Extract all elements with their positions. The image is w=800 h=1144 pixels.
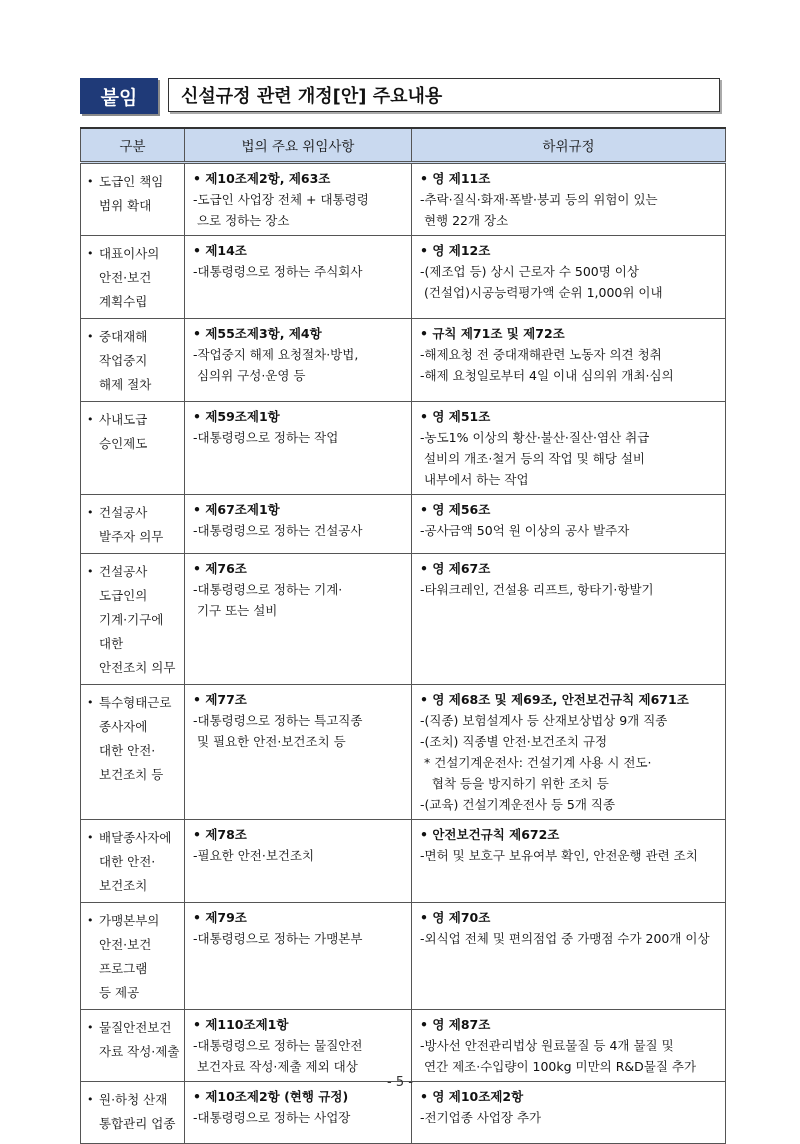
category-line: 중대재해 [99,329,148,344]
category-line: 기계·기구에 [99,612,164,627]
category-line: 원·하청 산재 [99,1092,168,1107]
law-cell-heading: • 제67조제1항 [193,502,280,517]
table-row [81,319,726,402]
table-row [81,685,726,820]
law-cell-heading: • 제10조제2항, 제63조 [193,171,331,186]
category-cell [81,402,185,495]
category-cell [81,495,185,554]
category-cell [81,820,185,903]
page-title: 신설규정 관련 개정[안] 주요내용 [168,78,720,112]
subordinate-cell-line: -타워크레인, 건설용 리프트, 항타기·항발기 [420,582,654,597]
subordinate-cell-line: -농도1% 이상의 황산·불산·질산·염산 취급 [420,430,650,445]
subordinate-cell-heading: • 안전보건규칙 제672조 [420,827,560,842]
category-line: 자료 작성·제출 [99,1044,180,1059]
regulation-table [80,127,726,1144]
category-line: 대한 안전· [99,743,156,758]
subordinate-cell-line: -추락·질식·화재·폭발·붕괴 등의 위험이 있는 [420,192,658,207]
subordinate-cell-line: 설비의 개조·철거 등의 작업 및 해당 설비 [420,451,645,466]
law-cell-heading: • 제78조 [193,827,247,842]
category-cell [81,236,185,319]
subordinate-cell-heading: • 영 제56조 [420,502,491,517]
subordinate-cell [412,903,726,1010]
subordinate-cell [412,402,726,495]
subordinate-cell-heading: • 영 제10조제2항 [420,1089,524,1104]
law-cell [185,236,412,319]
law-cell-line: -필요한 안전·보건조치 [193,848,315,863]
law-cell-line: -대통령령으로 정하는 작업 [193,430,339,445]
subordinate-cell [412,1010,726,1082]
subordinate-cell-line: 협착 등을 방지하기 위한 조치 등 [420,776,609,791]
category-line: 대표이사의 [99,246,160,261]
subordinate-cell [412,236,726,319]
subordinate-cell [412,495,726,554]
subordinate-cell-line: -(직종) 보험설계사 등 산재보상법상 9개 직종 [420,713,668,728]
column-header-subordinate: 하위규정 [412,128,726,163]
category-cell [81,1010,185,1082]
table-row [81,554,726,685]
subordinate-cell [412,685,726,820]
law-cell [185,903,412,1010]
category-line: 통합관리 업종 [99,1116,176,1131]
category-line: 가맹본부의 [99,913,160,928]
subordinate-cell-line: -전기업종 사업장 추가 [420,1110,542,1125]
category-line: 건설공사 [99,505,148,520]
law-cell-line: 기구 또는 설비 [193,603,278,618]
subordinate-cell-heading: • 영 제70조 [420,910,491,925]
category-line: 안전조치 의무 [99,660,176,675]
law-cell [185,402,412,495]
bullet-icon: • [87,330,94,343]
law-cell-heading: • 제79조 [193,910,247,925]
law-cell-line: -대통령령으로 정하는 사업장 [193,1110,351,1125]
subordinate-cell-heading: • 영 제67조 [420,561,491,576]
subordinate-cell-line: (건설업)시공능력평가액 순위 1,000위 이내 [420,285,663,300]
law-cell-heading: • 제77조 [193,692,247,707]
law-cell-heading: • 제55조제3항, 제4항 [193,326,322,341]
law-cell [185,163,412,236]
bullet-icon: • [87,247,94,260]
law-cell-line: -대통령령으로 정하는 물질안전 [193,1038,363,1053]
law-cell-heading: • 제76조 [193,561,247,576]
law-cell [185,1010,412,1082]
category-line: 도급인 책임 [99,174,164,189]
bullet-icon: • [87,696,94,709]
bullet-icon: • [87,831,94,844]
category-line: 특수형태근로 [99,695,172,710]
category-cell [81,554,185,685]
law-cell [185,820,412,903]
law-cell-line: -대통령령으로 정하는 기계· [193,582,343,597]
subordinate-cell-heading: • 영 제68조 및 제69조, 안전보건규칙 제671조 [420,692,689,707]
bullet-icon: • [87,175,94,188]
category-line: 해제 절차 [99,377,152,392]
category-cell [81,319,185,402]
law-cell-line: 심의위 구성·운영 등 [193,368,306,383]
law-cell-line: -대통령령으로 정하는 주식회사 [193,264,363,279]
table-header-row [81,128,726,163]
category-cell [81,903,185,1010]
law-cell-line: -대통령령으로 정하는 특고직종 [193,713,363,728]
category-line: 대한 안전· [99,854,156,869]
category-line: 작업중지 [99,353,148,368]
category-cell [81,685,185,820]
bullet-icon: • [87,1093,94,1106]
category-line: 물질안전보건 [99,1020,172,1035]
subordinate-cell-heading: • 영 제11조 [420,171,491,186]
law-cell-line: 및 필요한 안전·보건조치 등 [193,734,346,749]
category-cell [81,163,185,236]
law-cell-line: 보건자료 작성·제출 제외 대상 [193,1059,358,1074]
category-line: 발주자 의무 [99,529,164,544]
category-line: 승인제도 [99,436,148,451]
category-line: 대한 [99,636,124,651]
column-header-category: 구분 [81,128,185,163]
table-row [81,163,726,236]
subordinate-cell-heading: • 영 제12조 [420,243,491,258]
category-line: 종사자에 [99,719,148,734]
category-line: 범위 확대 [99,198,152,213]
law-cell [185,685,412,820]
subordinate-cell-heading: • 규칙 제71조 및 제72조 [420,326,565,341]
category-cell [81,1082,185,1144]
subordinate-cell [412,163,726,236]
table-row [81,402,726,495]
table-row [81,1082,726,1144]
law-cell [185,1082,412,1144]
bullet-icon: • [87,565,94,578]
subordinate-cell-line: -(조치) 직종별 안전·보건조치 규정 [420,734,608,749]
category-line: 보건조치 등 [99,767,164,782]
category-line: 안전·보건 [99,270,152,285]
law-cell-line: -도급인 사업장 전체 + 대통령령 [193,192,369,207]
law-cell-heading: • 제110조제1항 [193,1017,289,1032]
category-line: 프로그램 [99,961,148,976]
subordinate-cell-line: -공사금액 50억 원 이상의 공사 발주자 [420,523,630,538]
subordinate-cell [412,319,726,402]
table-row [81,495,726,554]
category-line: 계획수립 [99,294,148,309]
subordinate-cell [412,1082,726,1144]
subordinate-cell-line: 현행 22개 장소 [420,213,509,228]
table-row [81,903,726,1010]
category-line: 도급인의 [99,588,148,603]
column-header-law: 법의 주요 위임사항 [185,128,412,163]
table-row [81,1010,726,1082]
bullet-icon: • [87,1021,94,1034]
subordinate-cell-line: -방사선 안전관리법상 원료물질 등 4개 물질 및 [420,1038,674,1053]
category-line: 배달종사자에 [99,830,172,845]
category-line: 안전·보건 [99,937,152,952]
law-cell-heading: • 제59조제1항 [193,409,280,424]
category-line: 보건조치 [99,878,148,893]
subordinate-cell-line: -외식업 전체 및 편의점업 중 가맹점 수가 200개 이상 [420,931,710,946]
subordinate-cell-heading: • 영 제51조 [420,409,491,424]
table-row [81,820,726,903]
law-cell-line: -대통령령으로 정하는 건설공사 [193,523,363,538]
category-line: 사내도급 [99,412,148,427]
page-header [80,78,722,114]
law-cell-line: -대통령령으로 정하는 가맹본부 [193,931,363,946]
bullet-icon: • [87,413,94,426]
subordinate-cell-line: -(교육) 건설기계운전사 등 5개 직종 [420,797,616,812]
law-cell [185,319,412,402]
subordinate-cell-line: -면허 및 보호구 보유여부 확인, 안전운행 관련 조치 [420,848,698,863]
law-cell-line: 으로 정하는 장소 [193,213,290,228]
subordinate-cell-line: -(제조업 등) 상시 근로자 수 500명 이상 [420,264,639,279]
category-line: 건설공사 [99,564,148,579]
bullet-icon: • [87,914,94,927]
law-cell [185,495,412,554]
subordinate-cell [412,554,726,685]
law-cell [185,554,412,685]
subordinate-cell-line: * 건설기계운전사: 건설기계 사용 시 전도· [420,755,652,770]
category-line: 등 제공 [99,985,140,1000]
law-cell-line: -작업중지 해제 요청절차·방법, [193,347,359,362]
subordinate-cell-line: 연간 제조·수입량이 100kg 미만의 R&D물질 추가 [420,1059,697,1074]
bullet-icon: • [87,506,94,519]
subordinate-cell-line: -해제요청 전 중대재해관련 노동자 의견 청취 [420,347,662,362]
table-row [81,236,726,319]
subordinate-cell-line: 내부에서 하는 작업 [420,472,529,487]
law-cell-heading: • 제14조 [193,243,247,258]
subordinate-cell [412,820,726,903]
law-cell-heading: • 제10조제2항 (현행 규정) [193,1089,349,1104]
page-number: - 5 - [387,1075,413,1090]
attachment-badge: 붙임 [80,78,158,114]
subordinate-cell-heading: • 영 제87조 [420,1017,491,1032]
subordinate-cell-line: -해제 요청일로부터 4일 이내 심의위 개최·심의 [420,368,674,383]
